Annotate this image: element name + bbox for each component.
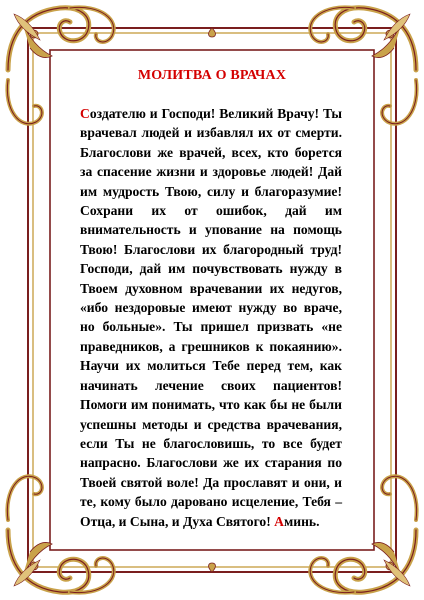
amen-rest: минь.: [283, 513, 320, 529]
prayer-body: оздателю и Господи! Великий Врачу! Ты врачевал людей и избавлял их от смерти. Благослови же врачей, всех, кто борется за спасение жизни и здоровье людей! Дай им мудрость Твою, силу и благоразумие! Сохрани их от ошибок, дай им внимательность и упование на помощь Твою! Благослови их благородный труд! Господи, дай им почувствовать нужду в Твоем духовном врачевании их недугов, «ибо нездоровые имеют нужду во враче, но больные». Ты пришел призвать «не праведников, а грешников к покаянию». Научи их молиться Тебе перед тем, как начинать лечение своих пациентов! Помоги им понимать, что как бы не были успешны методы и средства врачевания, если Ты не благословишь, то все будет напрасно. Благослови же их старания по Твоей святой воле! Да прославят и они, и те, кому было даровано исцеление, Тебя – Отца, и Сына, и Духа Святого!: [80, 106, 342, 529]
amen-initial-letter: А: [274, 513, 284, 529]
prayer-text: [80, 104, 342, 529]
prayer-initial-letter: С: [80, 106, 90, 121]
prayer-title: МОЛИТВА О ВРАЧАХ: [137, 68, 287, 83]
